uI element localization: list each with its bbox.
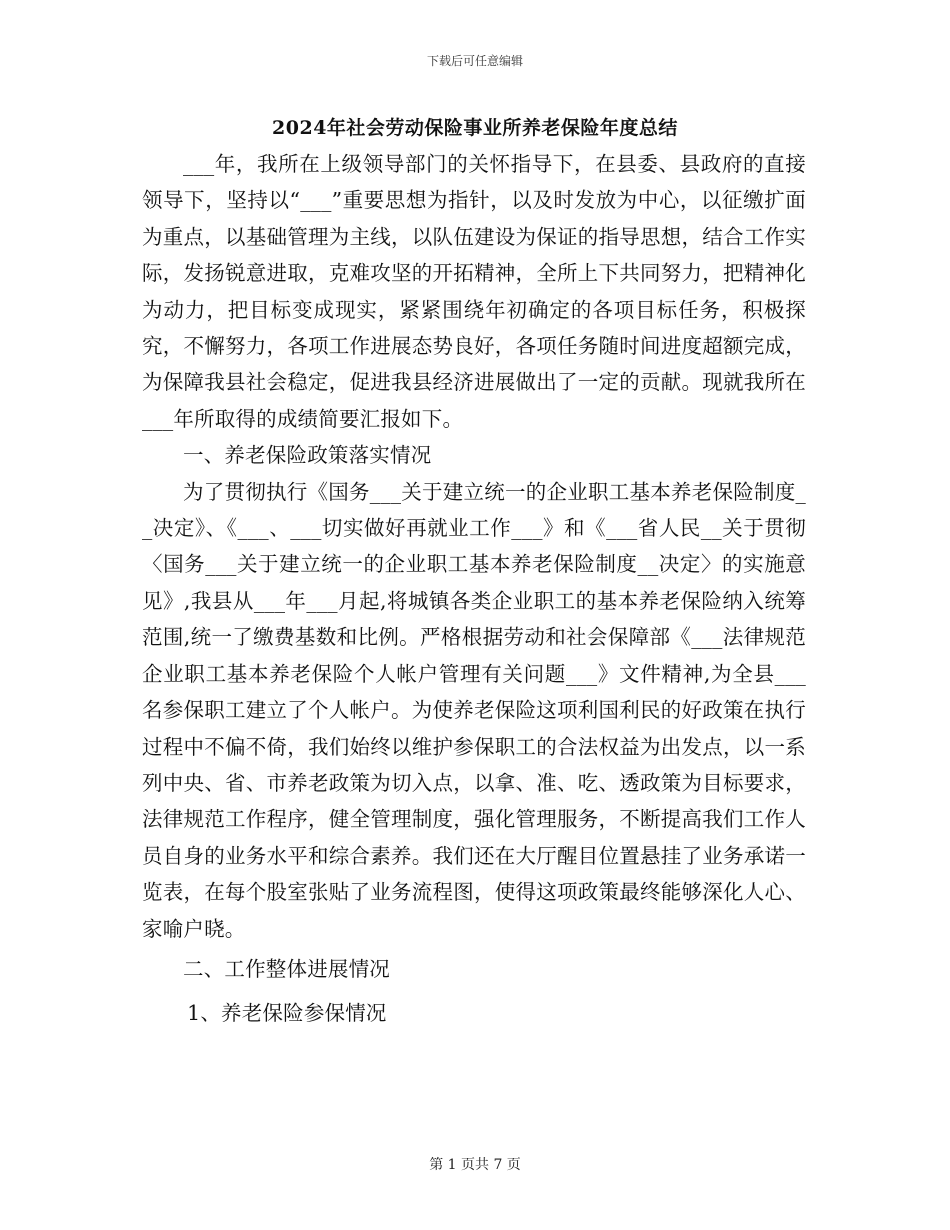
policy-paragraph: 为了贯彻执行《国务___关于建立统一的企业职工基本养老保险制度__决定》、《___、___切实做好再就业工作___》和《___省人民__关于贯彻〈国务___关于建立统一的企业职工基本养老保险制度__决定〉的实施意见》,我县从___年___月起,将城镇各类企业职工的基本养老保险纳入统筹范围,统一了缴费基数和比例。严格根据劳动和社会保障部《___法律规范企业职工基本养老保险个人帐户管理有关问题___》文件精神,为全县___名参保职工建立了个人帐户。为使养老保险这项利国利民的好政策在执行过程中不偏不倚，我们始终以维护参保职工的合法权益为出发点，以一系列中央、省、市养老政策为切入点，以拿、准、吃、透政策为目标要求，法律规范工作程序，健全管理制度，强化管理服务，不断提高我们工作人员自身的业务水平和综合素养。我们还在大厅醒目位置悬挂了业务承诺一览表，在每个股室张贴了业务流程图，使得这项政策最终能够深化人心、家喻户晓。 (142, 479, 806, 941)
subsection-heading-1: 1、养老保险参保情况 (187, 1001, 387, 1026)
page-header-note: 下载后可任意编辑 (426, 54, 523, 68)
section-heading-1: 一、养老保险政策落实情况 (183, 443, 432, 468)
document-title: 2024年社会劳动保险事业所养老保险年度总结 (272, 117, 678, 139)
section-heading-2: 二、工作整体进展情况 (183, 956, 390, 981)
page-number: 第 1 页共 7 页 (429, 1157, 521, 1173)
document-body (142, 146, 806, 1032)
intro-paragraph: ___年，我所在上级领导部门的关怀指导下，在县委、县政府的直接领导下，坚持以“___”重要思想为指针，以及时发放为中心，以征缴扩面为重点，以基础管理为主线，以队伍建设为保证的指导思想，结合工作实际，发扬锐意进取，克难攻坚的开拓精神，全所上下共同努力，把精神化为动力，把目标变成现实，紧紧围绕年初确定的各项目标任务，积极探究，不懈努力，各项工作进展态势良好，各项任务随时间进度超额完成，为保障我县社会稳定，促进我县经济进展做出了一定的贡献。现就我所在___年所取得的成绩简要汇报如下。 (142, 152, 806, 431)
